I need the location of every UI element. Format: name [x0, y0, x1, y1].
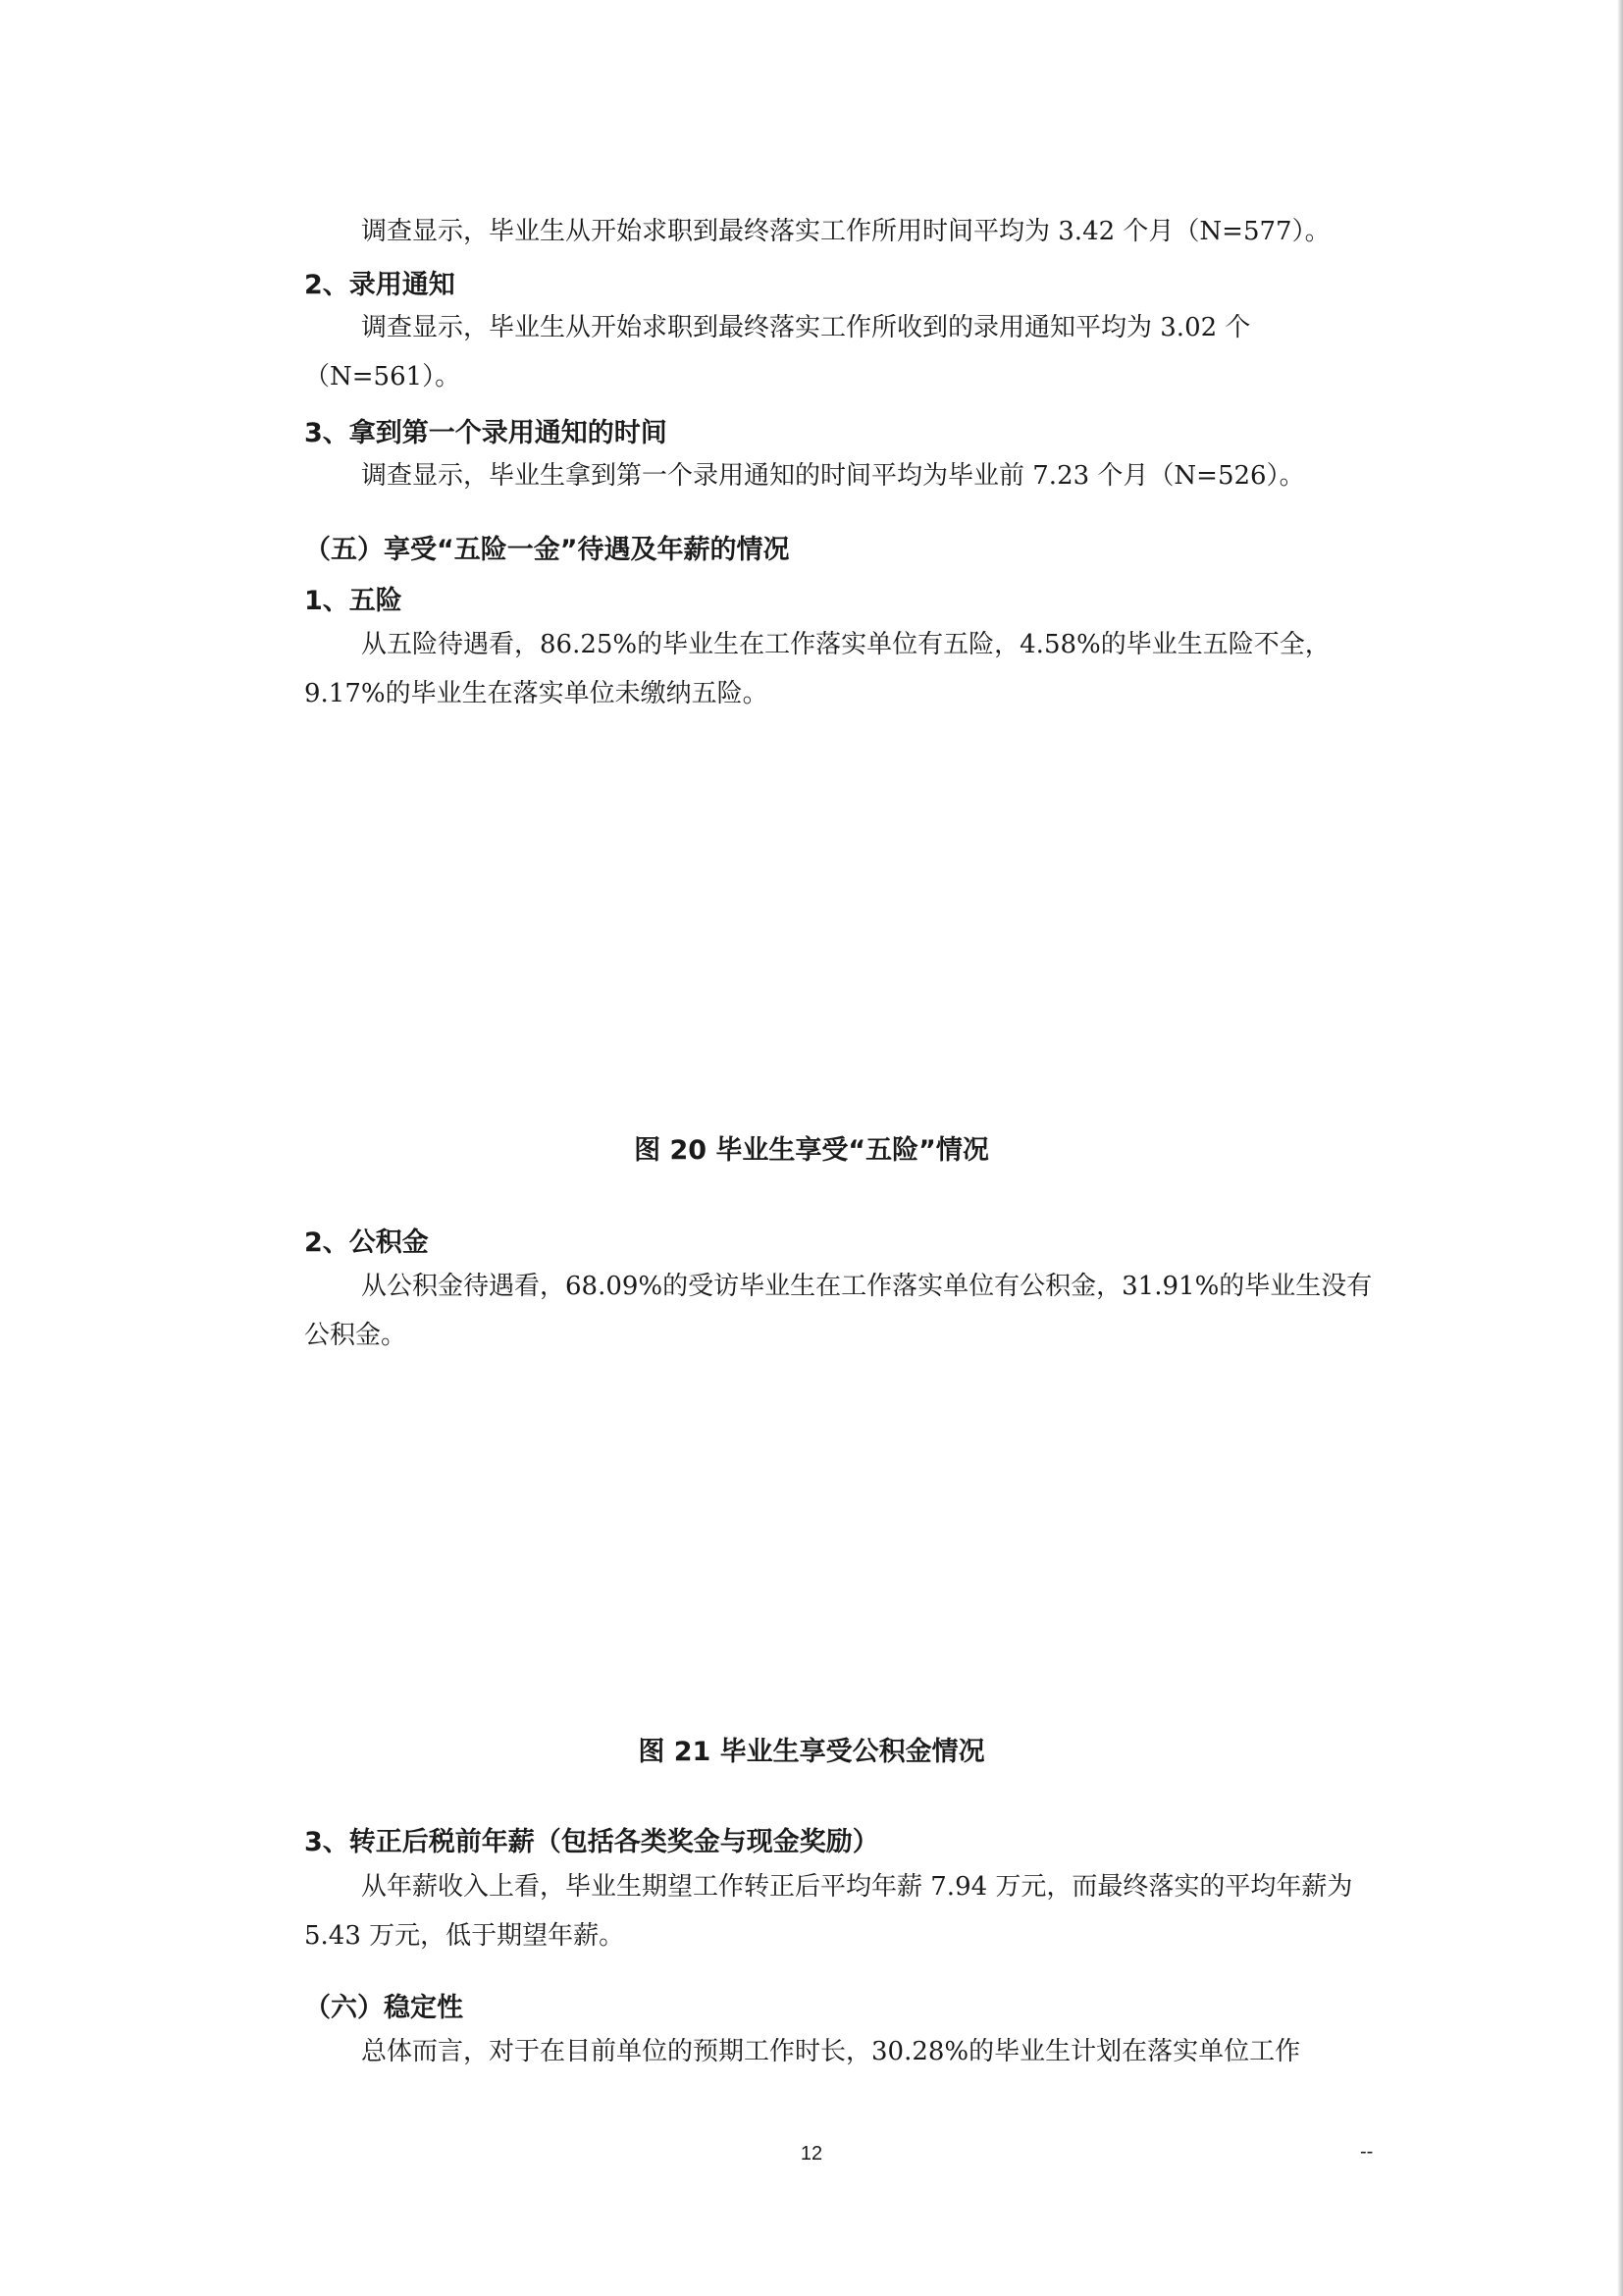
page-number: 12 — [800, 2143, 823, 2165]
heading-annual-salary: 3、转正后税前年薪（包括各类奖金与现金奖励） — [304, 1827, 879, 1857]
heading-first-offer-time: 3、拿到第一个录用通知的时间 — [304, 418, 667, 448]
paragraph-offer-count: 调查显示，毕业生从开始求职到最终落实工作所收到的录用通知平均为 3.02 个（N=561）。 — [304, 313, 1251, 391]
figure-20-caption: 图 20 毕业生享受“五险”情况 — [634, 1135, 989, 1166]
heading-section-six: （六）稳定性 — [304, 1993, 463, 2023]
insurance-pie-chart — [0, 726, 1623, 1099]
paragraph-first-offer-time: 调查显示，毕业生拿到第一个录用通知的时间平均为毕业前 7.23 个月（N=526）。 — [361, 461, 1305, 491]
heading-five-insurances: 1、五险 — [304, 586, 402, 616]
footer-dash: -- — [1360, 2141, 1374, 2163]
paragraph-annual-salary: 从年薪收入上看，毕业生期望工作转正后平均年薪 7.94 万元，而最终落实的平均年薪为 5.43 万元，低于期望年薪。 — [304, 1872, 1353, 1951]
housing-fund-pie-chart — [0, 1354, 1623, 1697]
heading-section-five: （五）享受“五险一金”待遇及年薪的情况 — [304, 535, 790, 565]
figure-21-caption: 图 21 毕业生享受公积金情况 — [638, 1737, 985, 1767]
heading-offer-notice: 2、录用通知 — [304, 270, 455, 300]
paragraph-stability: 总体而言，对于在目前单位的预期工作时长，30.28%的毕业生计划在落实单位工作 — [361, 2037, 1301, 2066]
heading-housing-fund: 2、公积金 — [304, 1227, 429, 1258]
paragraph-five-insurances: 从五险待遇看，86.25%的毕业生在工作落实单位有五险，4.58%的毕业生五险不全，9.17%的毕业生在落实单位未缴纳五险。 — [304, 630, 1331, 708]
paragraph-job-search-time: 调查显示，毕业生从开始求职到最终落实工作所用时间平均为 3.42 个月（N=577）。 — [361, 217, 1331, 246]
paragraph-housing-fund: 从公积金待遇看，68.09%的受访毕业生在工作落实单位有公积金，31.91%的毕业生没有公积金。 — [304, 1272, 1373, 1350]
